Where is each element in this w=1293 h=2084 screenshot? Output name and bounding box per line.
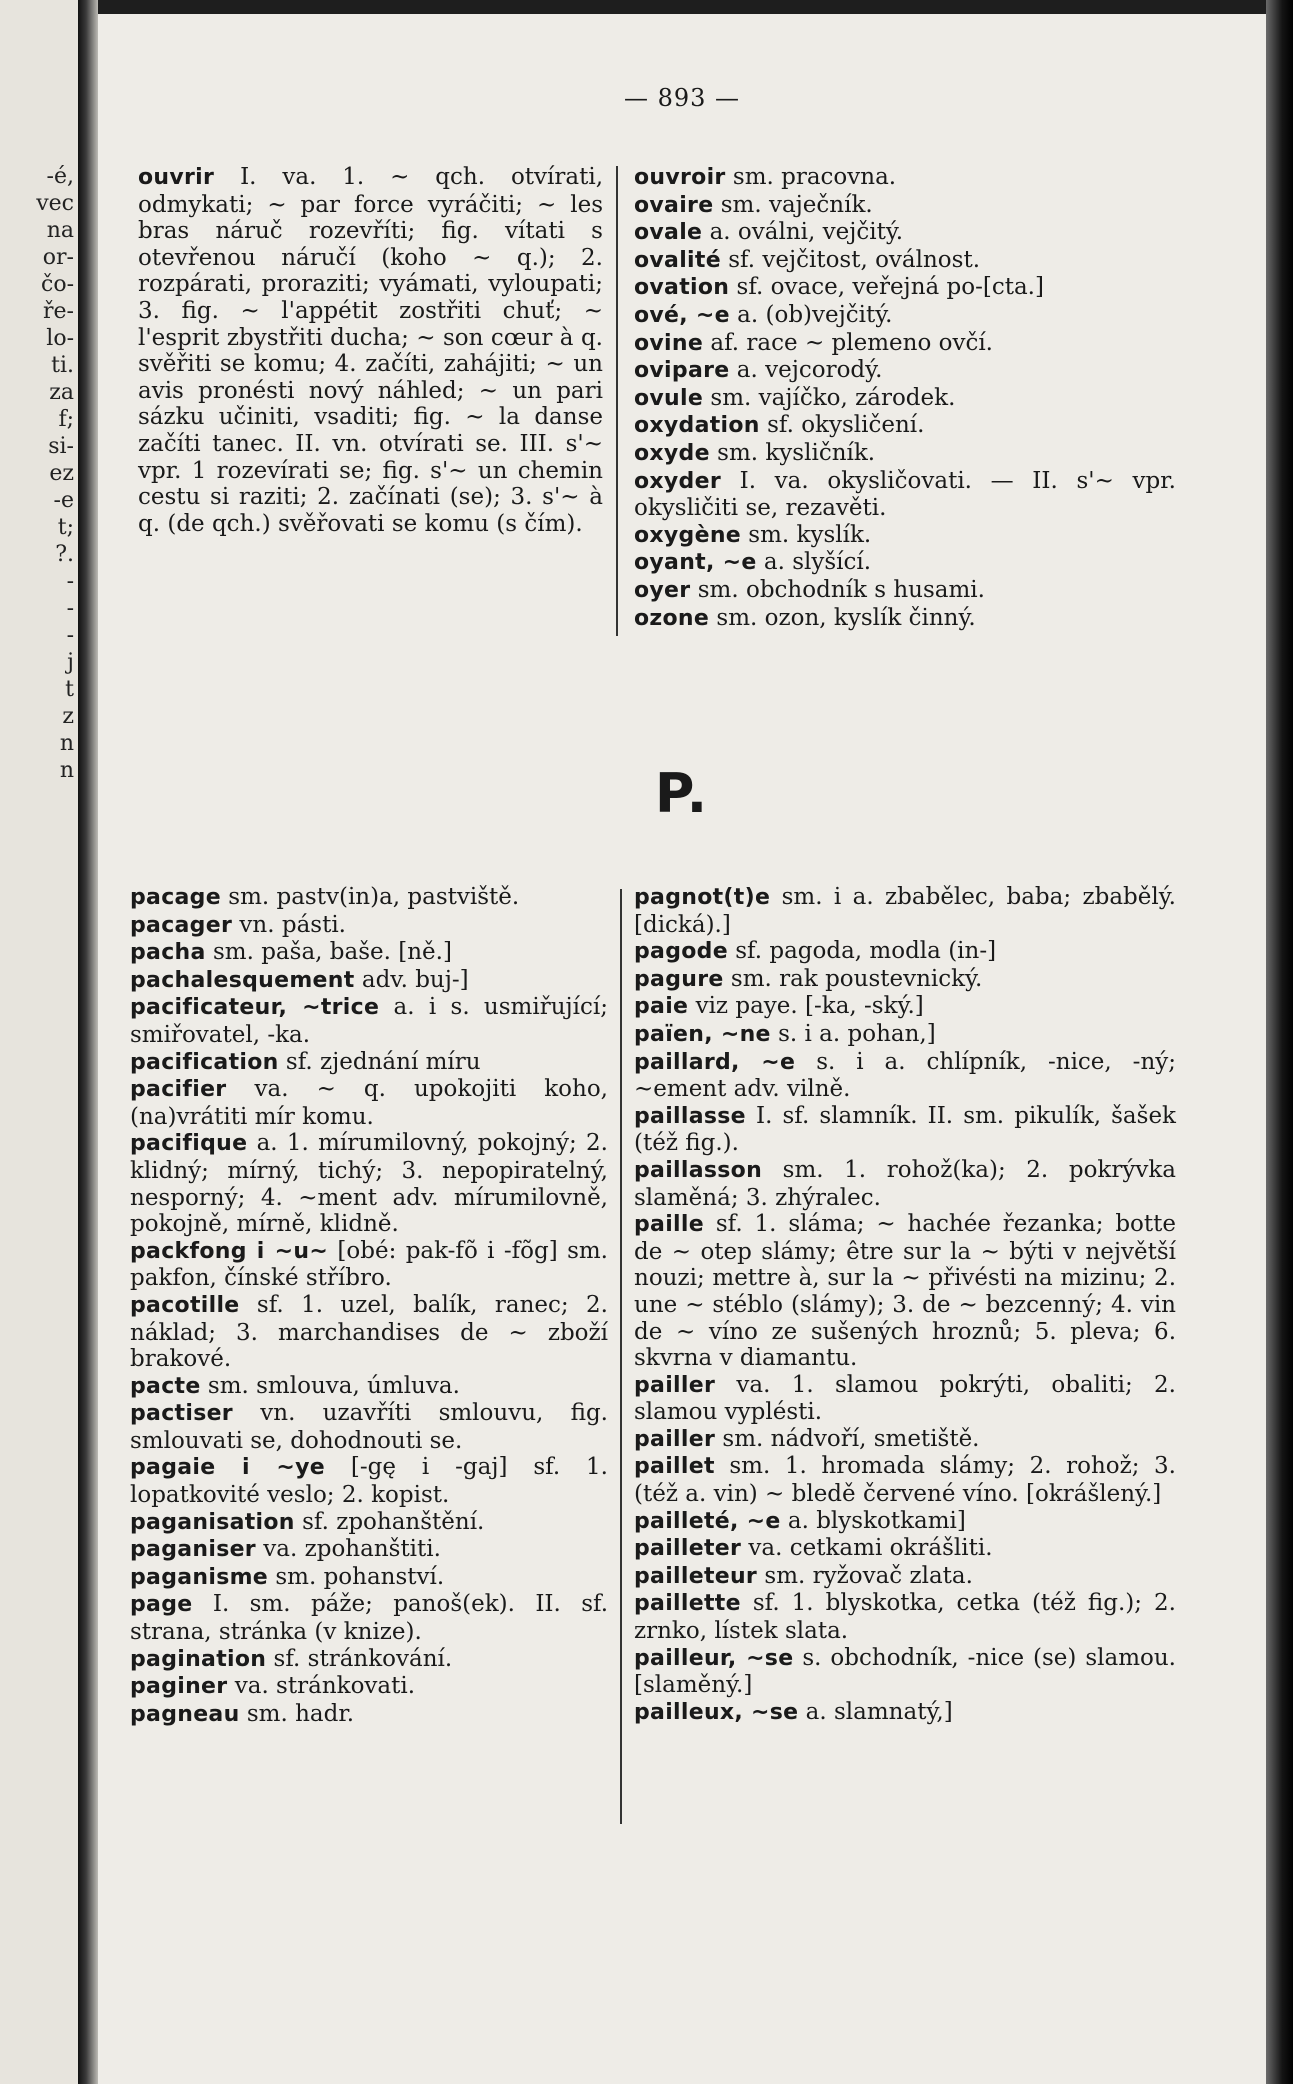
entry-definition: I. va. okysličovati. — II. s'~ vpr. okysličiti se, rezavěti. [634, 467, 1176, 522]
entry-headword: pailleur, ~se [634, 1645, 794, 1671]
dictionary-entry [130, 1373, 608, 1401]
dictionary-entry [634, 1372, 1176, 1426]
dictionary-entry [634, 993, 1176, 1021]
previous-page-fragment: or- [42, 246, 74, 270]
entry-definition: vn. pásti. [232, 911, 346, 938]
dictionary-entry [130, 1049, 608, 1077]
previous-page-fragment: n [59, 759, 74, 783]
entry-definition: sf. 1. uzel, balík, ranec; 2. náklad; 3. marchandises de ~ zboží brakové. [130, 1291, 608, 1373]
column-top-right [634, 164, 1176, 632]
dictionary-entry [130, 1536, 608, 1564]
entry-headword: pacha [130, 940, 206, 966]
entry-definition: viz paye. [-ka, -ský.] [688, 993, 924, 1020]
dictionary-entry [130, 1238, 608, 1292]
dictionary-page [98, 14, 1266, 2084]
dictionary-entry [130, 1646, 608, 1674]
dictionary-entry [130, 884, 608, 912]
column-bottom-left [130, 884, 608, 1728]
entry-definition: sm. pastv(in)a, pastviště. [220, 884, 520, 910]
entry-headword: païen, ~ne [634, 1021, 771, 1047]
entry-definition: sf. 1. blyskotka, cetka (též fig.); 2. zrnko, lístek slata. [634, 1590, 1176, 1645]
entry-headword: pactiser [130, 1401, 233, 1427]
entry-definition: sm. obchodník s husami. [690, 576, 985, 603]
entry-definition: sf. vejčitost, oválnost. [720, 246, 981, 273]
entry-headword: pagination [130, 1646, 267, 1672]
entry-definition: a. slyšící. [756, 549, 872, 576]
entry-headword: ovule [634, 385, 704, 411]
previous-page-fragment: j [67, 651, 74, 675]
entry-definition: va. cetkami okrášliti. [741, 1535, 993, 1562]
previous-page-fragment: - [66, 624, 74, 648]
dictionary-entry [634, 1453, 1176, 1507]
dictionary-entry [130, 1509, 608, 1537]
entry-definition: sm. pohanství. [268, 1563, 445, 1590]
dictionary-entry [130, 1400, 608, 1454]
entry-headword: pailleter [634, 1536, 742, 1562]
previous-page-fragment: t; [57, 516, 74, 540]
entry-headword: paginer [130, 1674, 228, 1700]
previous-page-fragment: t [65, 678, 74, 702]
entry-definition: sm. pracovna. [725, 164, 897, 190]
dictionary-entry [634, 357, 1176, 385]
entry-headword: oyant, ~e [634, 550, 757, 576]
entry-definition: a. i s. usmiřující; smiřovatel, -ka. [130, 994, 608, 1048]
previous-page-fragment: ti. [51, 354, 74, 378]
entry-headword: paille [634, 1212, 704, 1238]
dictionary-entry [634, 412, 1176, 440]
dictionary-entry [130, 1454, 608, 1508]
dictionary-entry [634, 1535, 1176, 1563]
entry-headword: paganisation [130, 1509, 295, 1535]
entry-headword: ozone [634, 605, 710, 631]
entry-definition: sm. nádvoří, smetiště. [715, 1425, 980, 1452]
dictionary-entry [634, 468, 1176, 522]
dictionary-entry [130, 994, 608, 1048]
entry-definition: s. obchodník, -nice (se) slamou. [slaměný.] [634, 1644, 1176, 1699]
entry-definition: sm. vajíčko, zárodek. [703, 384, 956, 411]
previous-page-fragment: lo- [46, 327, 74, 351]
entry-definition: sm. hadr. [239, 1700, 355, 1727]
dictionary-entry [130, 912, 608, 940]
previous-page-fragment: -é, [46, 165, 74, 189]
column-bottom-right [634, 884, 1176, 1726]
previous-page-fragment: ře- [43, 300, 74, 324]
entry-headword: oxyder [634, 468, 721, 494]
dictionary-entry [634, 1699, 1176, 1727]
book-gutter [78, 0, 98, 2084]
entry-headword: ouvroir [634, 165, 726, 190]
entry-headword: pagode [634, 939, 728, 965]
entry-definition: a. vejcorodý. [729, 357, 883, 384]
entry-headword: ovaire [634, 192, 714, 218]
previous-page-fragment: si- [48, 435, 74, 459]
entry-headword: pacage [130, 885, 221, 910]
dictionary-entry [130, 1130, 608, 1237]
dictionary-entry [634, 1021, 1176, 1049]
entry-definition: s. i a. chlípník, -nice, -ný; ~ement adv. vilně. [634, 1048, 1176, 1103]
entry-headword: pagaie i ~ye [130, 1455, 325, 1481]
entry-definition: a. 1. mírumilovný, pokojný; 2. klidný; mírný, tichý; 3. nepopiratelný, nesporný; 4. ~ment adv. mírumilovně, pokojně, mírně, klidně. [130, 1130, 608, 1238]
dictionary-entry [634, 1049, 1176, 1103]
entry-definition: sm. rak poustevnický. [723, 965, 983, 992]
dictionary-entry [634, 440, 1176, 468]
dictionary-entry [634, 274, 1176, 302]
entry-definition: sm. ryžovač zlata. [757, 1562, 973, 1589]
entry-headword: ové, ~e [634, 302, 730, 328]
entry-definition: va. 1. slamou pokrýti, obaliti; 2. slamou vyplésti. [634, 1371, 1176, 1426]
entry-headword: pacifier [130, 1077, 227, 1103]
previous-page-fragment: ?. [55, 543, 74, 567]
column-divider-bottom [620, 889, 622, 1824]
entry-headword: paganisme [130, 1564, 269, 1590]
entry-headword: oxydation [634, 413, 760, 439]
dictionary-entry [634, 1508, 1176, 1536]
entry-definition: va. stránkovati. [227, 1673, 416, 1700]
previous-page-fragment: -e [53, 489, 74, 513]
dictionary-entry [130, 1673, 608, 1701]
entry-headword: oxyde [634, 440, 710, 466]
previous-page-fragment: z [62, 705, 74, 729]
entry-definition: a. (ob)vejčitý. [729, 301, 893, 328]
entry-headword: pacte [130, 1373, 201, 1399]
entry-definition: s. i a. pohan,] [770, 1020, 936, 1047]
dictionary-entry [130, 1564, 608, 1592]
entry-definition: a. blyskotkami] [780, 1507, 966, 1534]
entry-headword: ovalité [634, 247, 721, 273]
dictionary-entry [634, 247, 1176, 275]
entry-headword: ovale [634, 220, 703, 246]
entry-definition: sf. stránkování. [266, 1645, 453, 1672]
dictionary-entry [634, 549, 1176, 577]
dictionary-entry [130, 1076, 608, 1130]
dictionary-entry [634, 1157, 1176, 1211]
previous-page-fragment: za [49, 381, 74, 405]
previous-page-edge [0, 0, 78, 2084]
dictionary-entry [634, 522, 1176, 550]
entry-headword: ouvrir [138, 165, 215, 190]
entry-definition: sm. smlouva, úmluva. [200, 1372, 460, 1399]
scan-right-edge [1266, 0, 1293, 2084]
dictionary-entry [634, 1563, 1176, 1591]
entry-definition: sf. 1. sláma; ~ hachée řezanka; botte de ~ otep slámy; être sur la ~ býti v největší nouzi; mettre à, sur la ~ přivésti na mizinu; 2. une ~ stéblo (slámy); 3. de ~ bezcenný; 4. vin de ~ víno ze sušených hroznů; 5. pleva; 6. skvrna v diamantu. [634, 1211, 1176, 1372]
dictionary-entry [130, 1292, 608, 1373]
previous-page-fragment: vec [36, 192, 74, 216]
entry-headword: page [130, 1592, 193, 1618]
dictionary-entry [130, 1591, 608, 1645]
entry-headword: paillet [634, 1454, 715, 1480]
entry-definition: sf. zpohanštění. [294, 1508, 485, 1535]
previous-page-fragment: - [66, 570, 74, 594]
dictionary-entry [634, 385, 1176, 413]
entry-definition: I. sm. páže; panoš(ek). II. sf. strana, stránka (v knize). [130, 1591, 608, 1646]
entry-headword: pailler [634, 1426, 716, 1452]
entry-headword: oxygène [634, 522, 741, 548]
entry-headword: paganiser [130, 1537, 256, 1563]
entry-definition: sm. kyslík. [741, 521, 872, 548]
previous-page-fragment: ez [49, 462, 74, 486]
dictionary-entry [130, 939, 608, 967]
entry-definition: [-gę i -gaj] sf. 1. lopatkovité veslo; 2. kopist. [130, 1454, 608, 1509]
entry-definition: sm. ozon, kyslík činný. [709, 604, 976, 631]
dictionary-entry [634, 1645, 1176, 1699]
previous-page-fragment: - [66, 597, 74, 621]
previous-page-fragment: na [46, 219, 74, 243]
entry-definition: I. sf. slamník. II. sm. pikulík, šašek (též fig.). [634, 1102, 1176, 1157]
entry-definition: a. oválni, vejčitý. [702, 219, 904, 246]
entry-headword: pailleté, ~e [634, 1508, 781, 1534]
entry-definition: sm. kysličník. [709, 439, 876, 466]
entry-headword: pagnot(t)e [634, 885, 771, 910]
entry-definition: sf. okysličení. [759, 412, 925, 439]
dictionary-entry [634, 302, 1176, 330]
previous-page-fragment: n [59, 732, 74, 756]
entry-definition: vn. uzavříti smlouvu, fig. smlouvati se, dohodnouti se. [130, 1400, 608, 1454]
entry-headword: pagneau [130, 1701, 240, 1727]
entry-headword: ovation [634, 275, 730, 301]
entry-definition: a. slamnatý,] [798, 1698, 953, 1725]
dictionary-entry [634, 219, 1176, 247]
entry-definition: va. ~ q. upokojiti koho, (na)vrátiti mír komu. [130, 1076, 608, 1130]
entry-definition: sm. paša, baše. [ně.] [205, 939, 452, 966]
entry-definition: sm. 1. rohož(ka); 2. pokrývka slaměná; 3. zhýralec. [634, 1156, 1176, 1211]
entry-headword: pailleux, ~se [634, 1699, 799, 1725]
entry-definition: af. race ~ plemeno ovčí. [703, 329, 993, 356]
entry-headword: pacification [130, 1049, 279, 1075]
entry-headword: pailleteur [634, 1563, 758, 1589]
entry-definition: va. zpohanštiti. [255, 1536, 441, 1563]
page-number: — 893 — [623, 84, 741, 112]
entry-definition: I. va. 1. ~ qch. otvírati, odmykati; ~ par force vyráčiti; ~ les bras náruč rozevříti; fig. vítati s otevřenou náručí (koho ~ q.); 2. rozpárati, proraziti; vyámati, vyloupati; 3. fig. ~ l'appétit zostřiti chuť; ~ l'esprit zbystřiti ducha; ~ son cœur à q. svěřiti se komu; 4. začíti, zahájiti; ~ un avis pronésti nový náhled; ~ un pari sázku učiniti, vsaditi; fig. ~ la danse začíti tanec. II. vn. otvírati se. III. s'~ vpr. 1 rozevírati se; fig. s'~ un chemin cestu si raziti; 2. začínati (se); 3. s'~ à q. (de qch.) svěřovati se komu (s čím). [138, 164, 603, 537]
previous-page-fragment: f; [58, 408, 74, 432]
entry-headword: ovipare [634, 358, 730, 384]
dictionary-entry [634, 938, 1176, 966]
dictionary-entry [634, 1426, 1176, 1454]
dictionary-entry [634, 164, 1176, 192]
dictionary-entry [634, 192, 1176, 220]
dictionary-entry [138, 164, 603, 537]
entry-headword: pagure [634, 966, 724, 992]
dictionary-entry [634, 1590, 1176, 1644]
entry-definition: sf. ovace, veřejná po-[cta.] [729, 274, 1044, 301]
entry-headword: pacifique [130, 1131, 248, 1157]
entry-definition: sm. 1. hromada slámy; 2. rohož; 3. (též a. vin) ~ bledě červené víno. [okrášlený.] [634, 1453, 1176, 1508]
entry-headword: paillasse [634, 1103, 746, 1129]
dictionary-entry [634, 884, 1176, 938]
entry-definition: sm. i a. zbabělec, baba; zbabělý. [dická).] [634, 884, 1176, 938]
entry-headword: oyer [634, 577, 691, 603]
entry-headword: pacificateur, ~trice [130, 995, 380, 1021]
entry-headword: paillasson [634, 1157, 763, 1183]
entry-definition: [obé: pak-fõ i -fõg] sm. pakfon, čínské stříbro. [130, 1237, 608, 1292]
dictionary-entry [634, 330, 1176, 358]
entry-definition: sf. pagoda, modla (in-] [727, 938, 997, 965]
column-divider-top [616, 166, 618, 636]
letter-heading: P. [654, 762, 710, 825]
entry-headword: pailler [634, 1372, 716, 1398]
entry-headword: paie [634, 994, 689, 1020]
dictionary-entry [130, 1701, 608, 1729]
entry-definition: sm. vaječník. [713, 191, 873, 218]
entry-headword: pacager [130, 912, 233, 938]
entry-headword: ovine [634, 330, 704, 356]
dictionary-entry [634, 966, 1176, 994]
entry-headword: pachalesquement [130, 967, 355, 993]
dictionary-entry [634, 577, 1176, 605]
dictionary-entry [634, 1211, 1176, 1372]
entry-definition: sf. zjednání míru [278, 1048, 481, 1075]
dictionary-entry [634, 1103, 1176, 1157]
dictionary-entry [130, 967, 608, 995]
dictionary-entry [634, 605, 1176, 633]
entry-headword: pacotille [130, 1292, 240, 1318]
entry-headword: paillette [634, 1591, 741, 1617]
entry-headword: packfong i ~u~ [130, 1238, 329, 1264]
entry-headword: paillard, ~e [634, 1049, 796, 1075]
entry-definition: adv. buj-] [354, 966, 469, 993]
column-top-left [138, 164, 603, 537]
previous-page-fragment: čo- [41, 273, 74, 297]
